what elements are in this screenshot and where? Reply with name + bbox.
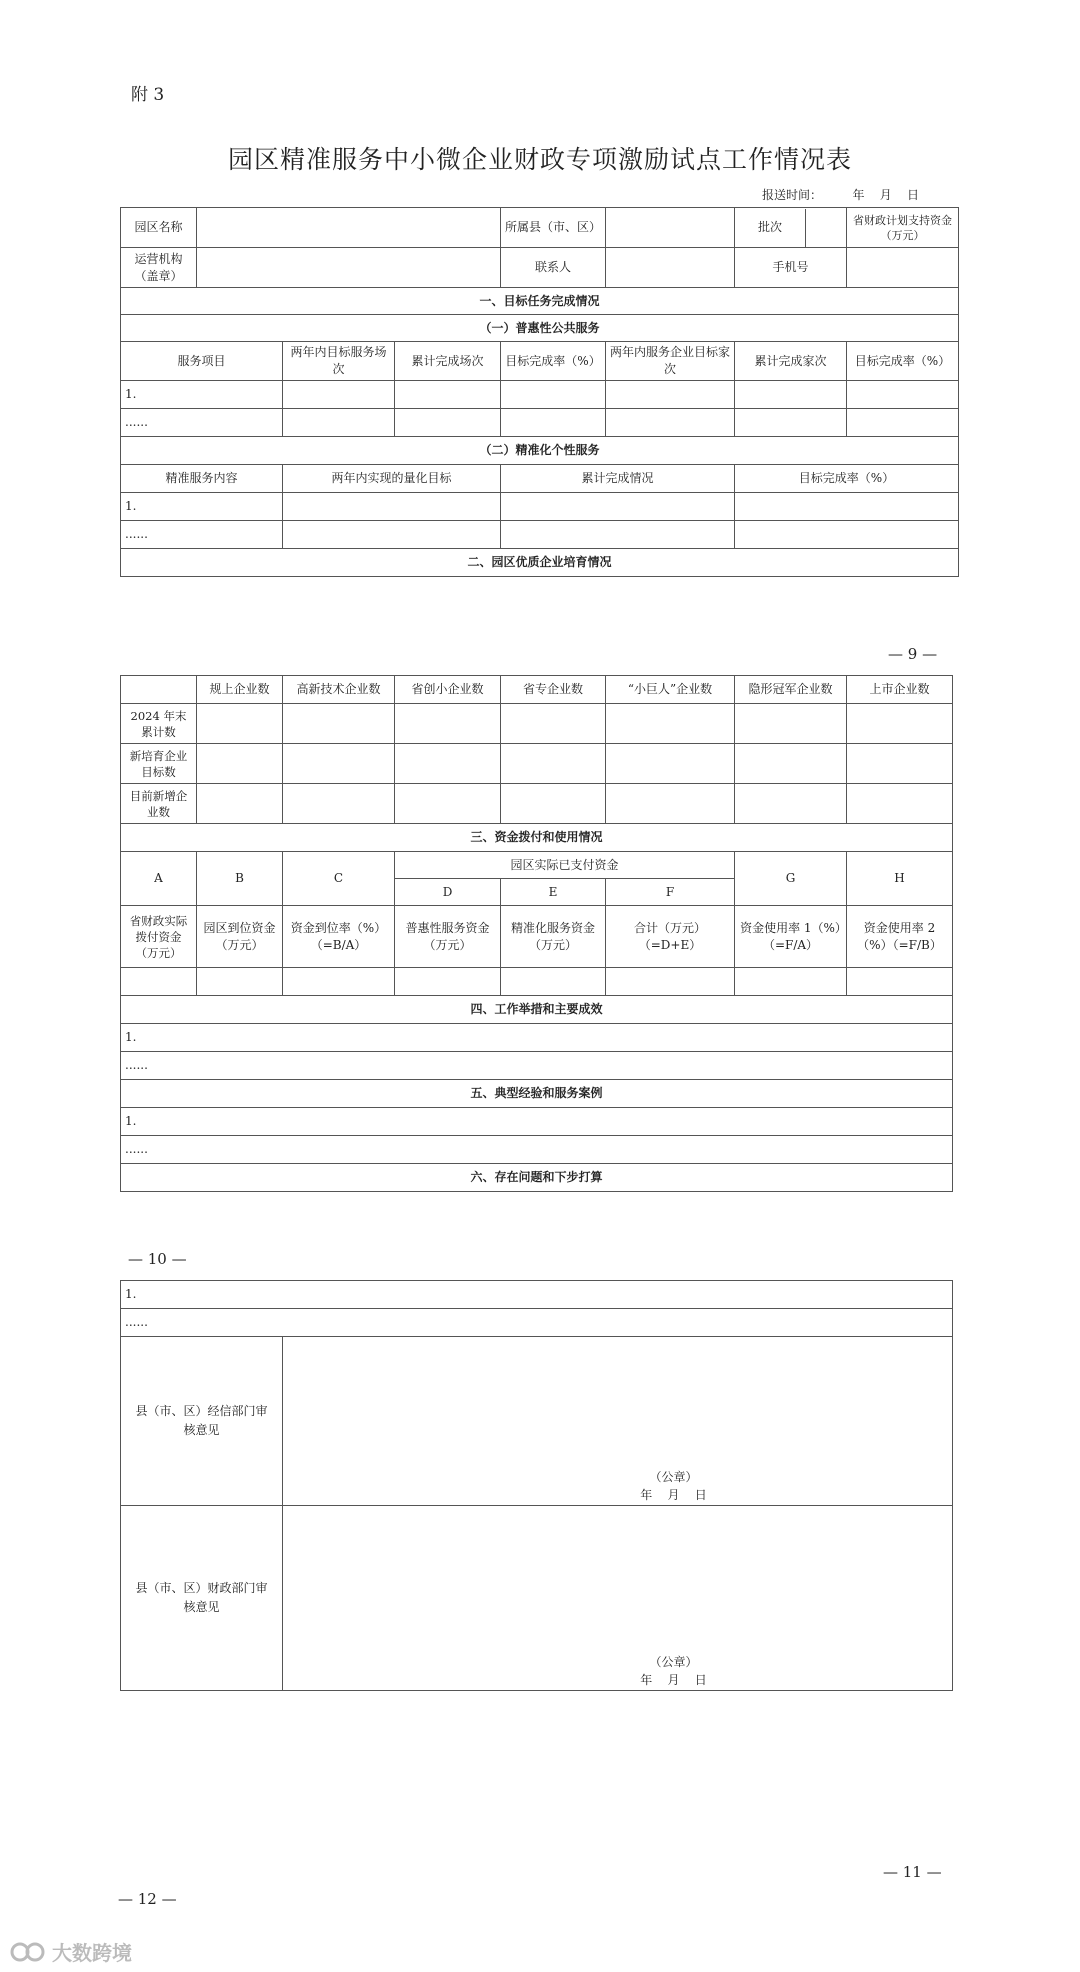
date-label-finance: 年 月 日 [640,1673,707,1687]
section5-row[interactable]: 1. [121,1108,953,1136]
page-number-10: — 10 — [128,1250,187,1268]
table-row-label: ...... [121,521,283,549]
page-number-12: — 12 — [118,1890,177,1908]
table-cell[interactable] [735,493,959,521]
label-provincial-support: 省财政计划支持资金（万元） [853,213,952,242]
page-number-9: — 9 — [888,645,938,663]
stamp-label-finance: （公章） [649,1655,698,1669]
desc-e: 精准化服务资金（万元） [501,906,606,968]
table-cell[interactable] [501,704,606,744]
desc-f: 合计（万元）（=D+E） [606,906,735,968]
table-row-label: 1. [121,493,283,521]
stamp-label-economic: （公章） [649,1470,698,1484]
table-cell[interactable] [395,409,501,437]
header-actual-paid: 园区实际已支付资金 [395,852,735,879]
header-provincial-specialized: 省专企业数 [501,676,606,704]
park-name-field[interactable] [197,208,501,248]
table-cell[interactable] [847,381,959,409]
table-cell[interactable] [283,744,395,784]
review-label-finance: 县（市、区）财政部门审核意见 [121,1506,283,1691]
table-cell[interactable] [283,704,395,744]
header-cumulative-completion: 累计完成情况 [501,465,735,493]
table-page-11 [120,1280,953,1691]
section5-title: 五、典型经验和服务案例 [121,1080,953,1108]
letter-f: F [606,879,735,906]
report-time: 报送时间： 年 月 日 [762,188,920,202]
table-cell[interactable] [847,744,953,784]
table-cell[interactable] [501,968,606,996]
section4-row[interactable]: 1. [121,1024,953,1052]
review-field-finance[interactable] [283,1506,953,1691]
header-completion-rate-3: 目标完成率（%） [735,465,959,493]
table-cell[interactable] [501,784,606,824]
table-cell[interactable] [501,409,606,437]
letter-c: C [283,852,395,906]
table-cell[interactable] [735,381,847,409]
section6-row[interactable]: 1. [121,1281,953,1309]
table-cell[interactable] [606,409,735,437]
header-provincial-innovative: 省创小企业数 [395,676,501,704]
table-cell[interactable] [197,704,283,744]
table-cell[interactable] [395,381,501,409]
table-cell[interactable] [501,521,735,549]
desc-c: 资金到位率（%）（=B/A） [283,906,395,968]
batch-field[interactable] [806,209,846,247]
table-cell[interactable] [501,744,606,784]
table-row-label: ...... [121,409,283,437]
table-page-10 [120,675,953,1192]
row-label-new-target: 新培育企业目标数 [121,744,197,784]
section6-row[interactable]: ...... [121,1309,953,1337]
table-row-label: 1. [121,381,283,409]
table-cell[interactable] [735,409,847,437]
header-service-item: 服务项目 [121,342,283,381]
letter-a: A [121,852,197,906]
table-cell[interactable] [735,968,847,996]
table-cell[interactable] [847,409,959,437]
table-cell[interactable] [847,968,953,996]
table-cell[interactable] [735,521,959,549]
section1-title: 一、目标任务完成情况 [121,288,959,315]
section3-title: 三、资金拨付和使用情况 [121,824,953,852]
header-precise-content: 精准服务内容 [121,465,283,493]
corner-cell [121,676,197,704]
table-cell[interactable] [395,704,501,744]
table-cell[interactable] [283,493,501,521]
desc-g: 资金使用率 1（%）（=F/A） [735,906,847,968]
contact-field[interactable] [606,248,735,288]
table-cell[interactable] [197,744,283,784]
label-contact: 联系人 [501,248,606,288]
header-target-sessions: 两年内目标服务场次 [283,342,395,381]
header-little-giant: “小巨人”企业数 [606,676,735,704]
table-cell[interactable] [283,409,395,437]
header-high-tech: 高新技术企业数 [283,676,395,704]
header-hidden-champion: 隐形冠军企业数 [735,676,847,704]
desc-h: 资金使用率 2（%）（=F/B） [847,906,953,968]
table-cell[interactable] [283,784,395,824]
letter-e: E [501,879,606,906]
desc-b: 园区到位资金（万元） [197,906,283,968]
table-cell[interactable] [847,784,953,824]
label-batch: 批次 [735,209,806,247]
table-cell[interactable] [197,968,283,996]
letter-h: H [847,852,953,906]
review-field-economic[interactable] [283,1337,953,1506]
section1-sub2-title: （二）精准化个性服务 [121,437,959,465]
date-label-economic: 年 月 日 [640,1488,707,1502]
batch-group [735,208,847,248]
table-cell[interactable] [395,744,501,784]
desc-a: 省财政实际拨付资金（万元） [121,906,197,968]
header-completion-rate-1: 目标完成率（%） [501,342,606,381]
phone-field[interactable] [847,248,959,288]
watermark-logo-icon [8,1940,48,1964]
table-cell[interactable] [606,784,735,824]
support-group [847,208,959,248]
header-quantified-target: 两年内实现的量化目标 [283,465,501,493]
section4-title: 四、工作举措和主要成效 [121,996,953,1024]
table-cell[interactable] [735,704,847,744]
table-cell[interactable] [606,704,735,744]
watermark-text: 大数跨境 [52,1941,132,1965]
section2-title: 二、园区优质企业培育情况 [121,549,959,577]
table-cell[interactable] [283,968,395,996]
table-cell[interactable] [735,744,847,784]
letter-g: G [735,852,847,906]
letter-d: D [395,879,501,906]
label-county: 所属县（市、区） [501,208,606,248]
header-listed: 上市企业数 [847,676,953,704]
page-title: 园区精准服务中小微企业财政专项激励试点工作情况表 [227,145,852,174]
header-completion-rate-2: 目标完成率（%） [847,342,959,381]
review-label-economic: 县（市、区）经信部门审核意见 [121,1337,283,1506]
table-cell[interactable] [395,784,501,824]
table-cell[interactable] [606,744,735,784]
county-field[interactable] [606,208,735,248]
watermark [8,1937,132,1966]
page-number-11: — 11 — [883,1863,942,1881]
table-cell[interactable] [501,493,735,521]
letter-b: B [197,852,283,906]
table-cell[interactable] [283,521,501,549]
attachment-label: 附 3 [131,85,165,105]
table-cell[interactable] [197,784,283,824]
table-cell[interactable] [501,381,606,409]
table-cell[interactable] [121,968,197,996]
label-operator: 运营机构（盖章） [121,248,197,288]
header-completed-sessions: 累计完成场次 [395,342,501,381]
row-label-current-new: 目前新增企业数 [121,784,197,824]
row-label-2024: 2024 年末累计数 [121,704,197,744]
section1-sub1-title: （一）普惠性公共服务 [121,315,959,342]
header-above-scale: 规上企业数 [197,676,283,704]
table-cell[interactable] [606,968,735,996]
label-park-name: 园区名称 [121,208,197,248]
table-cell[interactable] [283,381,395,409]
header-completed-enterprises: 累计完成家次 [735,342,847,381]
table-cell[interactable] [606,381,735,409]
section6-title: 六、存在问题和下步打算 [121,1164,953,1192]
section5-row[interactable]: ...... [121,1136,953,1164]
section4-row[interactable]: ...... [121,1052,953,1080]
table-cell[interactable] [847,704,953,744]
table-page-9 [120,207,959,577]
table-cell[interactable] [735,784,847,824]
operator-field[interactable] [197,248,501,288]
header-target-enterprises: 两年内服务企业目标家次 [606,342,735,381]
desc-d: 普惠性服务资金（万元） [395,906,501,968]
label-phone: 手机号 [735,248,847,288]
table-cell[interactable] [395,968,501,996]
